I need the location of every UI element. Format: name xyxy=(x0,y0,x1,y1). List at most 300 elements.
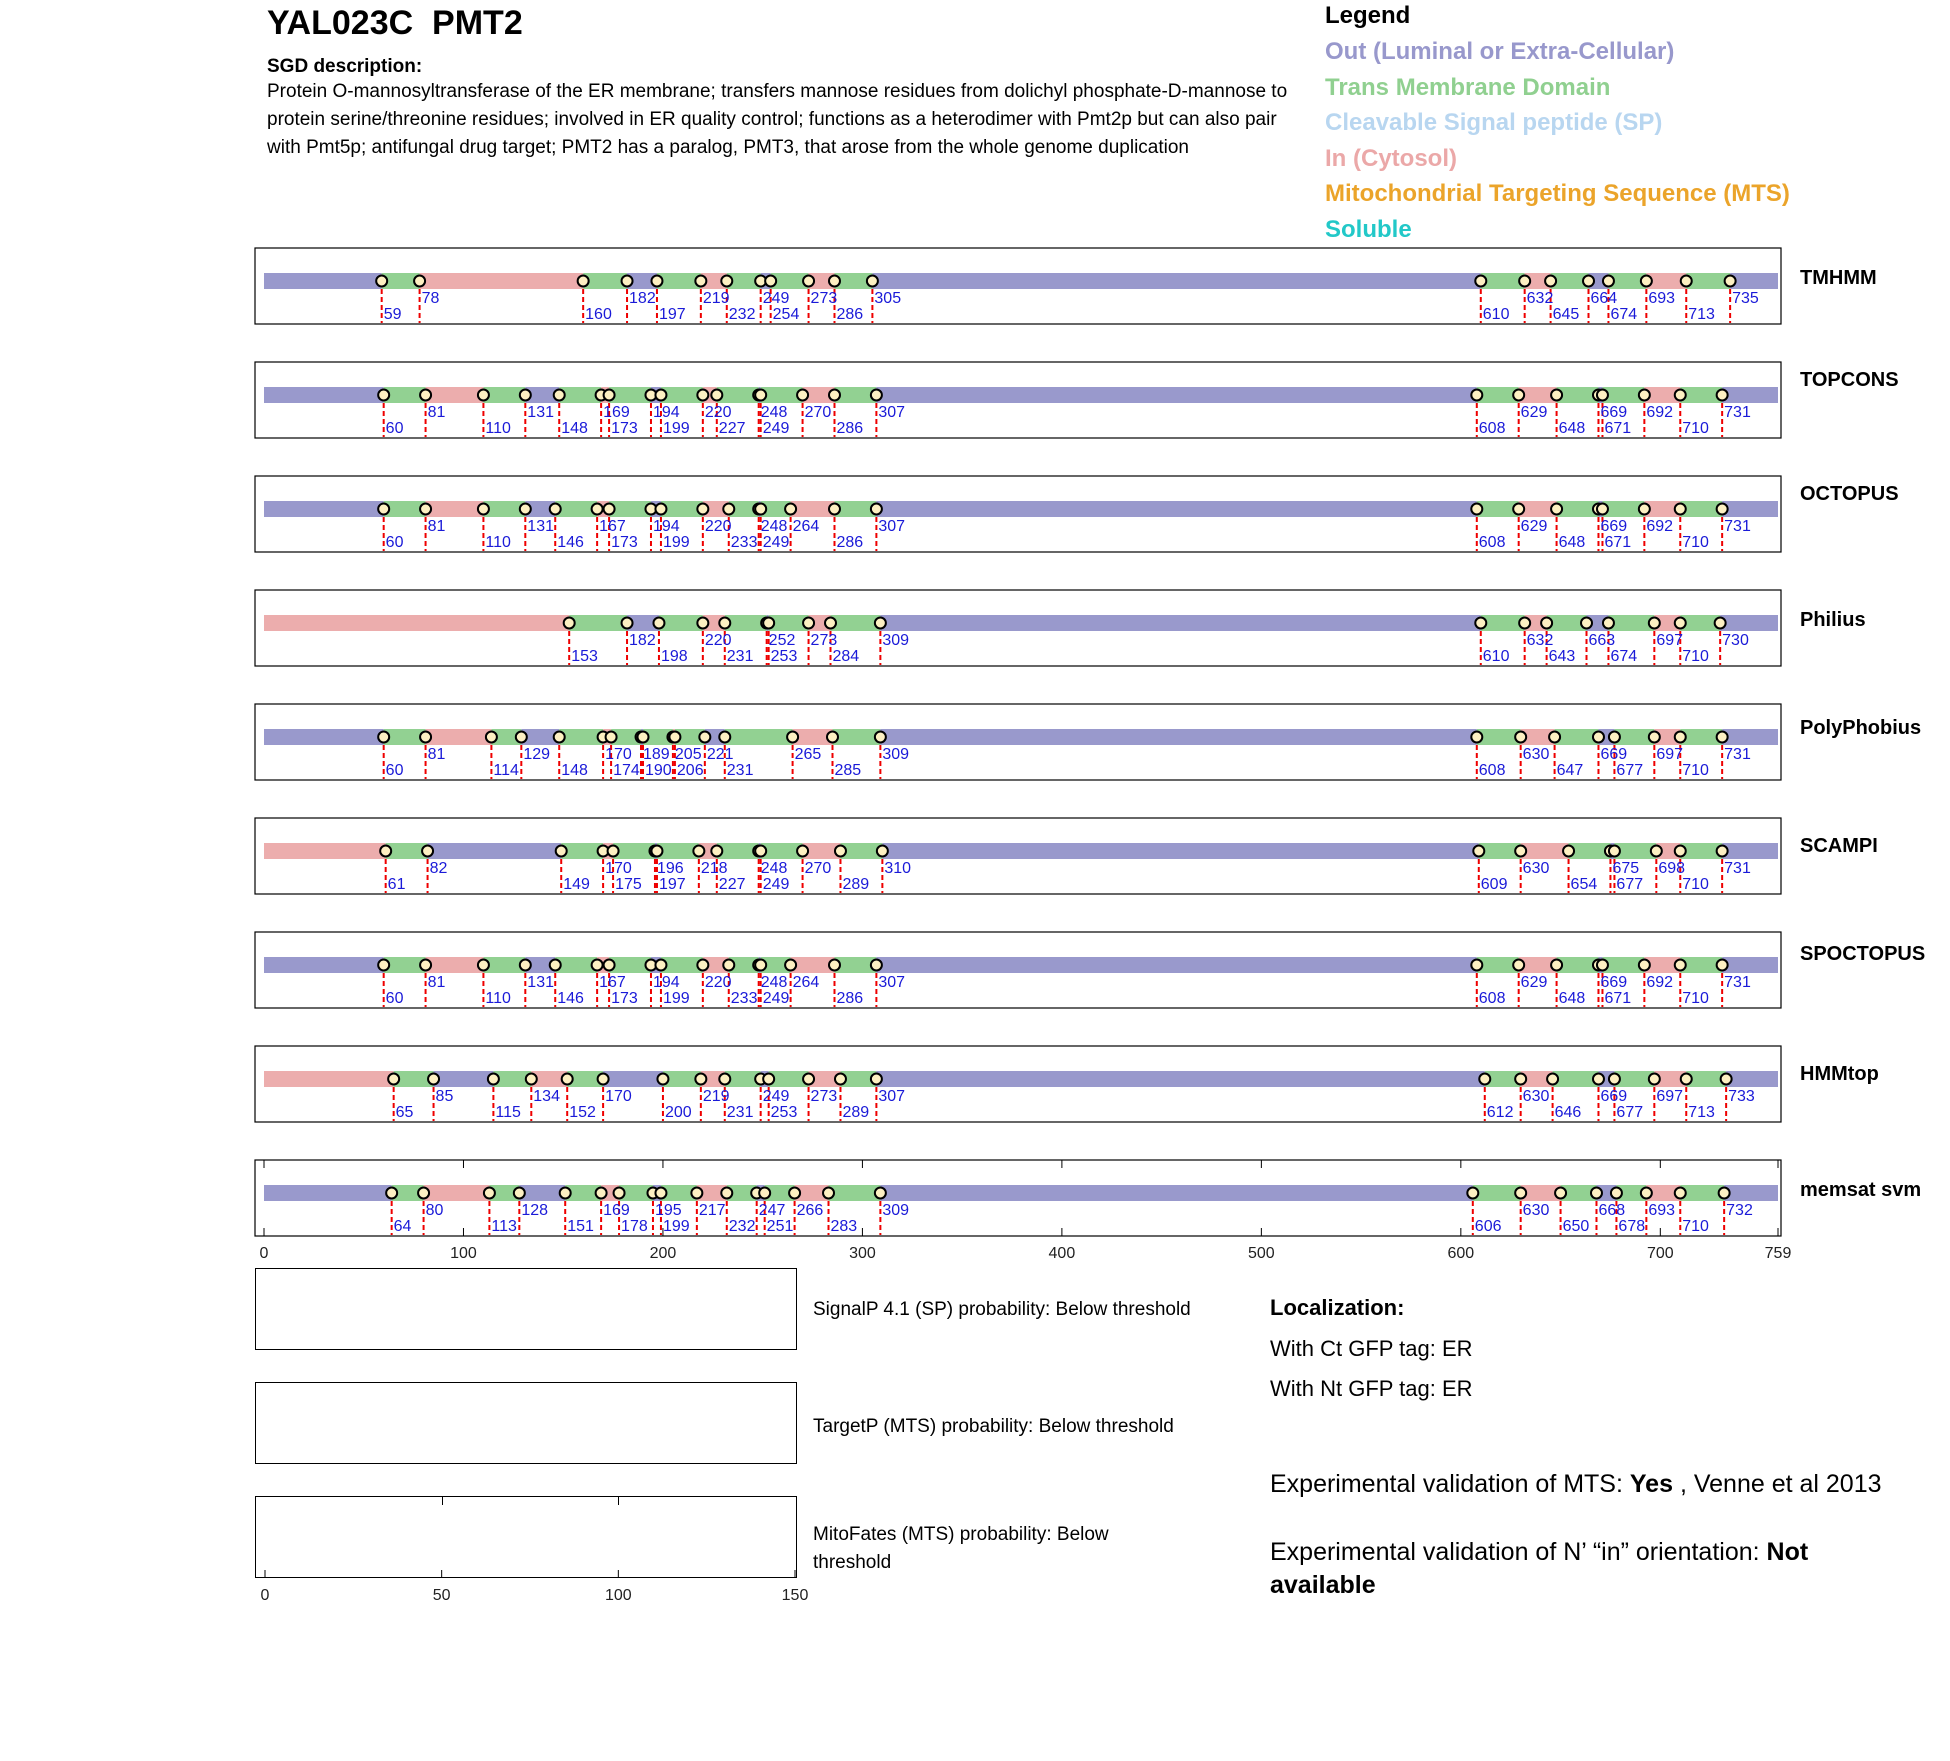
boundary-marker xyxy=(1471,390,1482,401)
boundary-marker xyxy=(637,732,648,743)
boundary-label: 178 xyxy=(621,1218,648,1235)
boundary-marker xyxy=(755,960,766,971)
boundary-marker xyxy=(1551,960,1562,971)
boundary-marker xyxy=(1725,276,1736,287)
boundary-marker xyxy=(763,618,774,629)
boundary-marker xyxy=(877,846,888,857)
boundary-label: 675 xyxy=(1612,860,1640,877)
axis-tick-label: 300 xyxy=(849,1245,876,1262)
boundary-label: 248 xyxy=(760,860,788,877)
boundary-marker xyxy=(556,846,567,857)
boundary-marker xyxy=(829,960,840,971)
boundary-marker xyxy=(655,390,666,401)
boundary-label: 671 xyxy=(1604,990,1632,1007)
boundary-label: 286 xyxy=(836,306,864,323)
boundary-label: 264 xyxy=(792,518,820,535)
boundary-label: 730 xyxy=(1722,632,1749,649)
boundary-label: 249 xyxy=(762,1088,790,1105)
boundary-marker xyxy=(1581,618,1592,629)
boundary-marker xyxy=(1591,1188,1602,1199)
boundary-marker xyxy=(1717,960,1728,971)
boundary-marker xyxy=(651,276,662,287)
axis-tick-label: 700 xyxy=(1646,1245,1674,1262)
boundary-marker xyxy=(723,504,734,515)
boundary-label: 115 xyxy=(495,1104,521,1121)
boundary-marker xyxy=(797,846,808,857)
boundary-label: 64 xyxy=(393,1218,412,1235)
segment-tm xyxy=(1686,273,1730,289)
segment-out xyxy=(876,501,1476,517)
boundary-marker xyxy=(1603,618,1614,629)
boundary-label: 610 xyxy=(1482,306,1510,323)
boundary-label: 731 xyxy=(1724,404,1751,421)
boundary-label: 190 xyxy=(644,762,672,779)
boundary-label: 286 xyxy=(836,420,864,437)
boundary-label: 248 xyxy=(760,518,788,535)
boundary-marker xyxy=(604,960,615,971)
boundary-marker xyxy=(554,732,565,743)
boundary-label: 669 xyxy=(1600,974,1628,991)
boundary-label: 152 xyxy=(569,1104,596,1121)
boundary-label: 608 xyxy=(1478,762,1506,779)
segment-in xyxy=(426,957,484,973)
boundary-label: 189 xyxy=(643,746,670,763)
boundary-label: 669 xyxy=(1600,404,1628,421)
segment-out xyxy=(880,729,1476,745)
boundary-marker xyxy=(1611,1188,1622,1199)
boundary-marker xyxy=(478,960,489,971)
boundary-label: 273 xyxy=(810,290,838,307)
boundary-label: 677 xyxy=(1616,876,1644,893)
segment-tm xyxy=(1473,1185,1521,1201)
boundary-label: 220 xyxy=(704,632,732,649)
boundary-marker xyxy=(488,1074,499,1085)
boundary-label: 59 xyxy=(383,306,402,323)
boundary-marker xyxy=(562,1074,573,1085)
boundary-label: 310 xyxy=(884,860,912,877)
boundary-label: 677 xyxy=(1616,762,1644,779)
boundary-marker xyxy=(1515,1188,1526,1199)
segment-in xyxy=(426,501,484,517)
boundary-label: 697 xyxy=(1656,1088,1684,1105)
boundary-label: 692 xyxy=(1646,518,1674,535)
mitofates-box xyxy=(255,1496,797,1578)
boundary-marker xyxy=(1717,390,1728,401)
segment-out xyxy=(1722,501,1778,517)
mts-validation-suffix: , Venne et al 2013 xyxy=(1673,1470,1882,1498)
legend-item-in: In (Cytosol) xyxy=(1325,144,1457,172)
boundary-label: 273 xyxy=(810,632,838,649)
boundary-marker xyxy=(711,390,722,401)
boundary-marker xyxy=(380,846,391,857)
segment-in xyxy=(264,615,569,631)
boundary-marker xyxy=(785,504,796,515)
legend-item-out: Out (Luminal or Extra-Cellular) xyxy=(1325,38,1675,65)
boundary-marker xyxy=(695,276,706,287)
small-axis-tick-label: 50 xyxy=(432,1587,451,1604)
boundary-label: 307 xyxy=(878,974,906,991)
segment-out xyxy=(1722,957,1778,973)
boundary-label: 289 xyxy=(842,876,870,893)
boundary-label: 697 xyxy=(1656,632,1684,649)
boundary-marker xyxy=(564,618,575,629)
boundary-label: 231 xyxy=(726,1104,754,1121)
boundary-label: 174 xyxy=(613,762,640,779)
boundary-label: 113 xyxy=(491,1218,517,1235)
boundary-marker xyxy=(669,732,680,743)
segment-tm xyxy=(1481,615,1525,631)
boundary-label: 169 xyxy=(603,404,630,421)
boundary-marker xyxy=(554,390,565,401)
boundary-marker xyxy=(655,1188,666,1199)
boundary-marker xyxy=(1651,846,1662,857)
segment-out xyxy=(1722,729,1778,745)
boundary-marker xyxy=(388,1074,399,1085)
boundary-label: 148 xyxy=(561,762,588,779)
segment-out xyxy=(428,843,562,859)
track-name: TOPCONS xyxy=(1800,369,1899,391)
boundary-marker xyxy=(787,732,798,743)
boundary-marker xyxy=(1649,618,1660,629)
boundary-label: 249 xyxy=(762,876,790,893)
boundary-marker xyxy=(699,732,710,743)
boundary-marker xyxy=(803,1074,814,1085)
boundary-label: 629 xyxy=(1520,518,1548,535)
boundary-marker xyxy=(829,504,840,515)
boundary-marker xyxy=(1717,732,1728,743)
sgd-description-label: SGD description: xyxy=(267,56,423,77)
boundary-label: 217 xyxy=(698,1202,726,1219)
segment-tm xyxy=(559,729,603,745)
boundary-marker xyxy=(1513,504,1524,515)
boundary-label: 283 xyxy=(830,1218,858,1235)
track-name: OCTOPUS xyxy=(1800,483,1899,505)
boundary-marker xyxy=(697,960,708,971)
boundary-label: 249 xyxy=(762,420,790,437)
boundary-marker xyxy=(1639,504,1650,515)
boundary-label: 733 xyxy=(1728,1088,1755,1105)
boundary-marker xyxy=(655,960,666,971)
legend-item-sp: Cleavable Signal peptide (SP) xyxy=(1325,109,1663,136)
boundary-label: 199 xyxy=(662,990,690,1007)
boundary-label: 129 xyxy=(523,746,551,763)
boundary-label: 608 xyxy=(1478,990,1506,1007)
boundary-label: 669 xyxy=(1600,1088,1628,1105)
boundary-label: 632 xyxy=(1526,290,1554,307)
boundary-marker xyxy=(697,390,708,401)
boundary-marker xyxy=(697,504,708,515)
boundary-marker xyxy=(1719,1188,1730,1199)
track-name: SCAMPI xyxy=(1800,835,1878,857)
boundary-marker xyxy=(550,504,561,515)
boundary-label: 253 xyxy=(770,648,798,665)
boundary-label: 632 xyxy=(1526,632,1554,649)
boundary-marker xyxy=(1597,960,1608,971)
segment-in xyxy=(420,273,584,289)
boundary-marker xyxy=(1473,846,1484,857)
boundary-label: 220 xyxy=(704,518,732,535)
boundary-label: 173 xyxy=(611,990,638,1007)
boundary-label: 270 xyxy=(804,404,832,421)
boundary-marker xyxy=(803,618,814,629)
boundary-marker xyxy=(1583,276,1594,287)
small-axis-tick-label: 150 xyxy=(781,1587,809,1604)
boundary-marker xyxy=(560,1188,571,1199)
boundary-marker xyxy=(596,1188,607,1199)
boundary-label: 206 xyxy=(676,762,704,779)
segment-tm xyxy=(1608,615,1654,631)
legend-item-tm: Trans Membrane Domain xyxy=(1325,73,1611,101)
boundary-label: 309 xyxy=(882,746,910,763)
boundary-marker xyxy=(1475,618,1486,629)
axis-tick-label: 400 xyxy=(1048,1245,1076,1262)
segment-tm xyxy=(831,615,881,631)
boundary-label: 251 xyxy=(766,1218,794,1235)
boundary-label: 253 xyxy=(770,1104,798,1121)
boundary-marker xyxy=(875,1188,886,1199)
boundary-label: 65 xyxy=(395,1104,414,1121)
boundary-label: 710 xyxy=(1682,420,1709,437)
boundary-marker xyxy=(1675,960,1686,971)
boundary-label: 252 xyxy=(768,632,796,649)
boundary-marker xyxy=(420,390,431,401)
boundary-marker xyxy=(695,1074,706,1085)
boundary-label: 674 xyxy=(1610,648,1638,665)
boundary-label: 285 xyxy=(834,762,862,779)
boundary-label: 671 xyxy=(1604,420,1632,437)
boundary-label: 199 xyxy=(662,1218,690,1235)
boundary-marker xyxy=(484,1188,495,1199)
boundary-marker xyxy=(1717,504,1728,515)
boundary-marker xyxy=(608,846,619,857)
boundary-label: 175 xyxy=(615,876,642,893)
boundary-label: 669 xyxy=(1600,746,1628,763)
boundary-label: 196 xyxy=(656,860,684,877)
boundary-label: 612 xyxy=(1486,1104,1514,1121)
boundary-marker xyxy=(1519,276,1530,287)
boundary-label: 80 xyxy=(425,1202,444,1219)
boundary-label: 692 xyxy=(1646,404,1674,421)
boundary-marker xyxy=(414,276,425,287)
boundary-label: 134 xyxy=(533,1088,560,1105)
segment-tm xyxy=(1553,1071,1599,1087)
boundary-marker xyxy=(1549,732,1560,743)
track-name: SPOCTOPUS xyxy=(1800,943,1926,965)
boundary-label: 219 xyxy=(702,290,730,307)
boundary-label: 199 xyxy=(662,420,690,437)
boundary-label: 693 xyxy=(1648,290,1676,307)
boundary-label: 232 xyxy=(728,1218,756,1235)
segment-out xyxy=(264,273,382,289)
boundary-marker xyxy=(1675,504,1686,515)
segment-in xyxy=(1521,843,1569,859)
segment-out xyxy=(882,843,1478,859)
signalp-box xyxy=(255,1268,797,1350)
boundary-label: 309 xyxy=(882,1202,910,1219)
boundary-label: 131 xyxy=(527,974,555,991)
boundary-label: 692 xyxy=(1646,974,1674,991)
boundary-label: 195 xyxy=(654,1202,682,1219)
boundary-marker xyxy=(875,618,886,629)
boundary-label: 693 xyxy=(1648,1202,1676,1219)
segment-tm xyxy=(659,615,703,631)
boundary-label: 713 xyxy=(1688,306,1715,323)
segment-out xyxy=(1722,387,1778,403)
boundary-marker xyxy=(835,1074,846,1085)
boundary-marker xyxy=(1515,1074,1526,1085)
orientation-validation-prefix: Experimental validation of N’ “in” orientation: xyxy=(1270,1538,1767,1566)
boundary-label: 151 xyxy=(567,1218,594,1235)
boundary-marker xyxy=(723,960,734,971)
segment-out xyxy=(876,387,1476,403)
segment-out xyxy=(519,1185,565,1201)
boundary-marker xyxy=(1593,1074,1604,1085)
boundary-label: 249 xyxy=(762,290,790,307)
boundary-label: 608 xyxy=(1478,534,1506,551)
boundary-label: 629 xyxy=(1520,974,1548,991)
boundary-marker xyxy=(514,1188,525,1199)
legend-item-mts: Mitochondrial Targeting Sequence (MTS) xyxy=(1325,180,1790,207)
boundary-marker xyxy=(1563,846,1574,857)
track-name: HMMtop xyxy=(1800,1063,1879,1085)
boundary-label: 648 xyxy=(1558,534,1586,551)
boundary-label: 197 xyxy=(658,306,686,323)
boundary-label: 81 xyxy=(427,974,446,991)
axis-tick-label: 200 xyxy=(649,1245,677,1262)
boundary-label: 233 xyxy=(730,990,758,1007)
boundary-label: 61 xyxy=(387,876,406,893)
boundary-marker xyxy=(622,618,633,629)
boundary-marker xyxy=(1475,276,1486,287)
boundary-label: 247 xyxy=(758,1202,786,1219)
boundary-label: 629 xyxy=(1520,404,1548,421)
signalp-label: SignalP 4.1 (SP) probability: Below threshold xyxy=(813,1299,1191,1320)
segment-out xyxy=(264,729,384,745)
boundary-label: 630 xyxy=(1522,1202,1550,1219)
boundary-marker xyxy=(604,504,615,515)
boundary-label: 167 xyxy=(599,974,626,991)
boundary-marker xyxy=(592,504,603,515)
boundary-label: 710 xyxy=(1682,1218,1709,1235)
boundary-marker xyxy=(378,504,389,515)
small-axis-tick-label: 100 xyxy=(604,1587,632,1604)
boundary-marker xyxy=(1639,960,1650,971)
boundary-label: 85 xyxy=(435,1088,454,1105)
boundary-marker xyxy=(428,1074,439,1085)
boundary-marker xyxy=(1597,504,1608,515)
boundary-label: 194 xyxy=(652,974,680,991)
segment-tm xyxy=(829,1185,881,1201)
boundary-label: 232 xyxy=(728,306,756,323)
boundary-marker xyxy=(655,504,666,515)
boundary-marker xyxy=(871,504,882,515)
boundary-label: 664 xyxy=(1590,290,1618,307)
boundary-label: 146 xyxy=(557,990,584,1007)
boundary-label: 170 xyxy=(605,746,632,763)
boundary-label: 81 xyxy=(427,746,446,763)
boundary-marker xyxy=(1675,1188,1686,1199)
boundary-marker xyxy=(829,276,840,287)
boundary-marker xyxy=(835,846,846,857)
boundary-label: 221 xyxy=(706,746,734,763)
boundary-label: 286 xyxy=(836,990,864,1007)
boundary-label: 248 xyxy=(760,404,788,421)
boundary-label: 148 xyxy=(561,420,588,437)
boundary-marker xyxy=(1515,732,1526,743)
segment-out xyxy=(880,615,1480,631)
boundary-marker xyxy=(520,960,531,971)
mitofates-label: MitoFates (MTS) probability: Below threshold xyxy=(813,1524,1109,1573)
segment-out xyxy=(872,273,1480,289)
boundary-marker xyxy=(825,618,836,629)
boundary-marker xyxy=(803,276,814,287)
boundary-label: 170 xyxy=(605,1088,632,1105)
boundary-marker xyxy=(1471,504,1482,515)
boundary-label: 218 xyxy=(700,860,728,877)
boundary-label: 678 xyxy=(1618,1218,1646,1235)
orientation-validation xyxy=(1270,1536,1890,1602)
legend-title: Legend xyxy=(1325,2,1411,29)
boundary-label: 146 xyxy=(557,534,584,551)
boundary-marker xyxy=(376,276,387,287)
boundary-label: 182 xyxy=(629,632,656,649)
boundary-label: 60 xyxy=(385,762,404,779)
boundary-label: 173 xyxy=(611,420,638,437)
boundary-marker xyxy=(871,960,882,971)
gene-title: YAL023C PMT2 xyxy=(267,4,523,42)
track-name: memsat svm xyxy=(1800,1179,1922,1201)
segment-in xyxy=(424,1185,490,1201)
boundary-label: 81 xyxy=(427,518,446,535)
boundary-label: 249 xyxy=(762,990,790,1007)
boundary-marker xyxy=(1609,732,1620,743)
boundary-label: 266 xyxy=(796,1202,824,1219)
sgd-description-text: Protein O-mannosyltransferase of the ER membrane; transfers mannose residues from dolichyl phosphate-D-mannose to protein serine/threonine residues; involved in ER quality control; functions as a heterodimer with Pmt2p but can also pair with Pmt5p; antifungal drug target; PMT2 has a paralog, PMT3, that arose from the whole genome duplication xyxy=(267,81,1288,158)
boundary-marker xyxy=(1513,960,1524,971)
boundary-marker xyxy=(1603,276,1614,287)
boundary-marker xyxy=(1593,732,1604,743)
boundary-label: 710 xyxy=(1682,876,1709,893)
boundary-label: 284 xyxy=(832,648,860,665)
boundary-marker xyxy=(1513,390,1524,401)
boundary-label: 81 xyxy=(427,404,446,421)
segment-out xyxy=(876,1071,1484,1087)
segment-out xyxy=(434,1071,494,1087)
boundary-marker xyxy=(693,846,704,857)
axis-tick-label: 0 xyxy=(259,1245,269,1262)
boundary-label: 710 xyxy=(1682,762,1709,779)
segment-tm xyxy=(832,729,880,745)
boundary-marker xyxy=(1717,846,1728,857)
boundary-label: 307 xyxy=(878,518,906,535)
localization-ct: With Ct GFP tag: ER xyxy=(1270,1336,1473,1361)
boundary-marker xyxy=(1675,846,1686,857)
boundary-label: 608 xyxy=(1478,420,1506,437)
segment-out xyxy=(1722,843,1778,859)
orientation-validation-value: Not available xyxy=(1270,1538,1809,1599)
boundary-label: 674 xyxy=(1610,306,1638,323)
boundary-marker xyxy=(651,846,662,857)
segment-in xyxy=(426,387,484,403)
boundary-marker xyxy=(420,504,431,515)
boundary-label: 233 xyxy=(730,534,758,551)
segment-in xyxy=(791,501,835,517)
boundary-marker xyxy=(1547,1074,1558,1085)
boundary-label: 735 xyxy=(1732,290,1759,307)
boundary-label: 173 xyxy=(611,534,638,551)
boundary-label: 289 xyxy=(842,1104,870,1121)
boundary-marker xyxy=(827,732,838,743)
